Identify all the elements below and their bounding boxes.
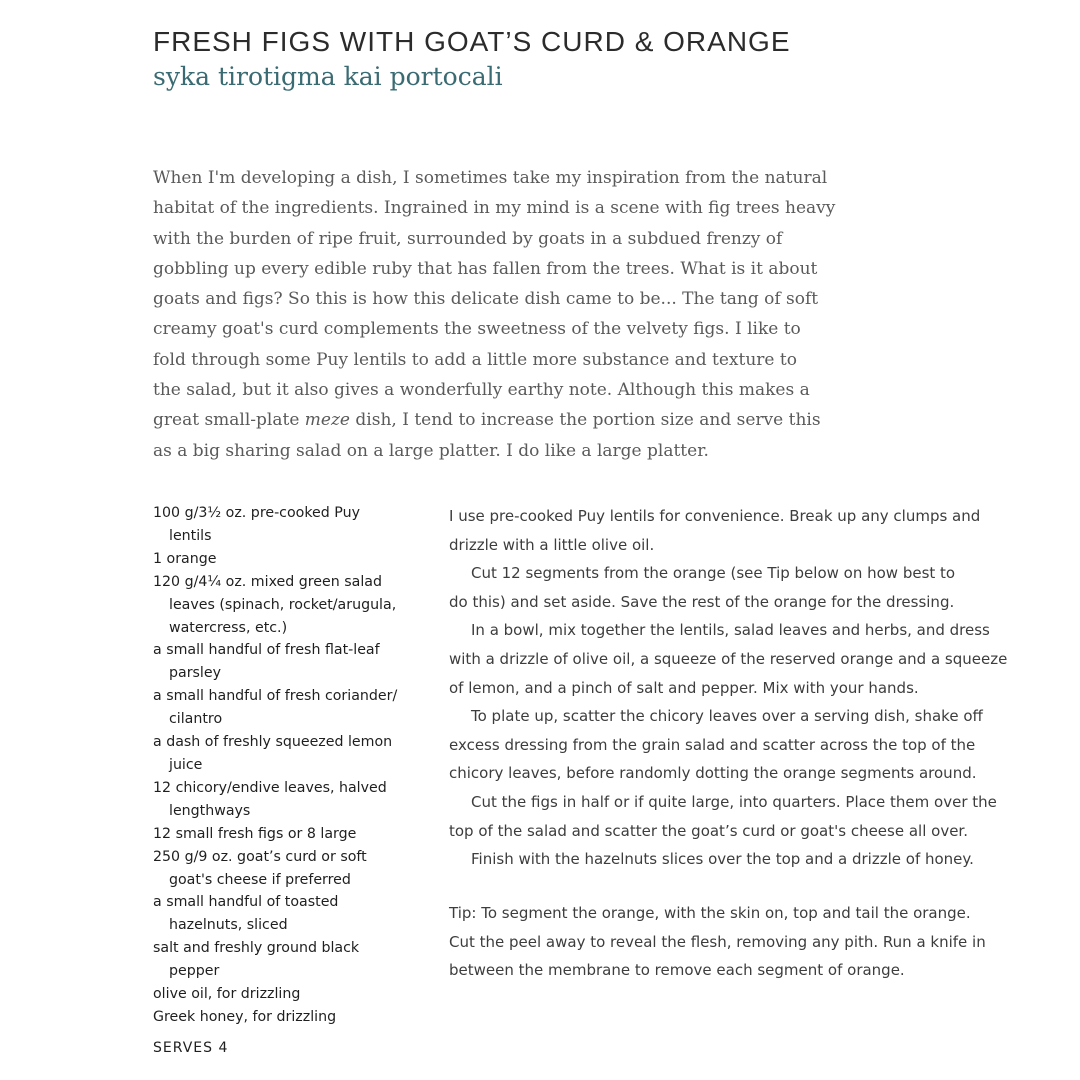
- ingredient-item: [153, 548, 413, 571]
- ingredient-line: olive oil, for drizzling: [153, 986, 301, 1003]
- recipe-title: FRESH FIGS WITH GOAT’S CURD & ORANGE: [153, 26, 791, 57]
- method-line: Cut 12 segments from the orange (see Tip below on how best to: [471, 564, 956, 583]
- ingredient-item: [153, 571, 413, 640]
- intro-line: [153, 405, 873, 435]
- intro-line: fold through some Puy lentils to add a little more substance and texture to: [153, 349, 797, 370]
- ingredient-line: 12 small fresh figs or 8 large: [153, 825, 357, 842]
- method-line: do this) and set aside. Save the rest of the orange for the dressing.: [449, 592, 955, 611]
- method-line: excess dressing from the grain salad and scatter across the top of the: [449, 735, 976, 754]
- intro-line: habitat of the ingredients. Ingrained in my mind is a scene with fig trees heavy: [153, 198, 836, 219]
- intro-line: with the burden of ripe fruit, surrounded by goats in a subdued frenzy of: [153, 228, 783, 249]
- intro-line: goats and figs? So this is how this delicate dish came to be... The tang of soft: [153, 289, 819, 310]
- ingredient-item: [153, 823, 413, 846]
- method-line: chicory leaves, before randomly dotting the orange segments around.: [449, 764, 977, 783]
- tip-line: between the membrane to remove each segment of orange.: [449, 961, 905, 980]
- method-line: Finish with the hazelnuts slices over the top and a drizzle of honey.: [471, 850, 974, 869]
- ingredient-line: salt and freshly ground black: [153, 940, 360, 957]
- ingredient-line: 12 chicory/endive leaves, halved: [153, 779, 387, 796]
- ingredient-line: a small handful of fresh flat-leaf: [153, 642, 380, 659]
- ingredient-line: Greek honey, for drizzling: [153, 1008, 337, 1025]
- intro-text: great small-plate: [153, 410, 305, 431]
- ingredient-item: [153, 777, 413, 823]
- intro-paragraph: [153, 163, 873, 466]
- ingredient-item: [153, 685, 413, 731]
- ingredient-line: 100 g/3½ oz. pre-cooked Puy: [153, 505, 360, 521]
- ingredient-line: 120 g/4¼ oz. mixed green salad: [153, 573, 382, 590]
- ingredient-line: juice: [169, 756, 203, 773]
- intro-line: as a big sharing salad on a large platter. I do like a large platter.: [153, 440, 709, 461]
- recipe-subtitle-greek: syka tirotigma kai portocali: [153, 62, 503, 91]
- ingredient-line: a dash of freshly squeezed lemon: [153, 734, 393, 751]
- ingredient-line: parsley: [169, 665, 221, 682]
- ingredient-item: [153, 937, 413, 983]
- method-line: drizzle with a little olive oil.: [449, 535, 655, 554]
- tip-paragraph: [449, 899, 1049, 985]
- method-steps: [449, 502, 1049, 874]
- ingredients-list: [153, 502, 413, 1029]
- ingredient-item: [153, 846, 413, 892]
- tip-line: Tip: To segment the orange, with the skin on, top and tail the orange.: [449, 904, 971, 922]
- method-line: top of the salad and scatter the goat’s curd or goat's cheese all over.: [449, 821, 968, 840]
- ingredient-item: [153, 983, 413, 1006]
- ingredient-item: [153, 1006, 413, 1029]
- ingredient-line: leaves (spinach, rocket/arugula,: [169, 596, 397, 613]
- ingredient-line: 1 orange: [153, 550, 217, 567]
- ingredient-item: [153, 502, 413, 548]
- ingredient-line: pepper: [169, 963, 220, 980]
- ingredient-line: lentils: [169, 527, 212, 544]
- ingredient-line: goat's cheese if preferred: [169, 871, 351, 888]
- ingredient-item: [153, 639, 413, 685]
- ingredient-line: hazelnuts, sliced: [169, 917, 288, 934]
- ingredient-line: cilantro: [169, 711, 223, 728]
- ingredient-item: [153, 731, 413, 777]
- meze-italic: meze: [304, 410, 350, 431]
- method-line: of lemon, and a pinch of salt and pepper. Mix with your hands.: [449, 678, 919, 697]
- serves-label: SERVES 4: [153, 1040, 229, 1056]
- ingredient-item: [153, 891, 413, 937]
- ingredient-line: a small handful of fresh coriander/: [153, 688, 398, 705]
- intro-line: gobbling up every edible ruby that has fallen from the trees. What is it about: [153, 258, 818, 279]
- method-line: In a bowl, mix together the lentils, salad leaves and herbs, and dress: [471, 621, 990, 640]
- ingredient-line: 250 g/9 oz. goat’s curd or soft: [153, 848, 367, 865]
- tip-line: Cut the peel away to reveal the flesh, removing any pith. Run a knife in: [449, 932, 986, 951]
- intro-line: When I'm developing a dish, I sometimes take my inspiration from the natural: [153, 168, 828, 188]
- method-line: Cut the figs in half or if quite large, into quarters. Place them over the: [471, 792, 997, 811]
- method-line: To plate up, scatter the chicory leaves over a serving dish, shake off: [471, 707, 983, 726]
- ingredient-line: lengthways: [169, 802, 251, 819]
- intro-line: the salad, but it also gives a wonderfully earthy note. Although this makes a: [153, 380, 810, 401]
- method-line: with a drizzle of olive oil, a squeeze of the reserved orange and a squeeze: [449, 649, 1008, 668]
- method-line: I use pre-cooked Puy lentils for convenience. Break up any clumps and: [449, 507, 981, 525]
- ingredient-line: a small handful of toasted: [153, 894, 339, 911]
- intro-line: creamy goat's curd complements the sweetness of the velvety figs. I like to: [153, 319, 801, 340]
- intro-text: dish, I tend to increase the portion size and serve this: [350, 410, 821, 431]
- ingredient-line: watercress, etc.): [169, 619, 288, 636]
